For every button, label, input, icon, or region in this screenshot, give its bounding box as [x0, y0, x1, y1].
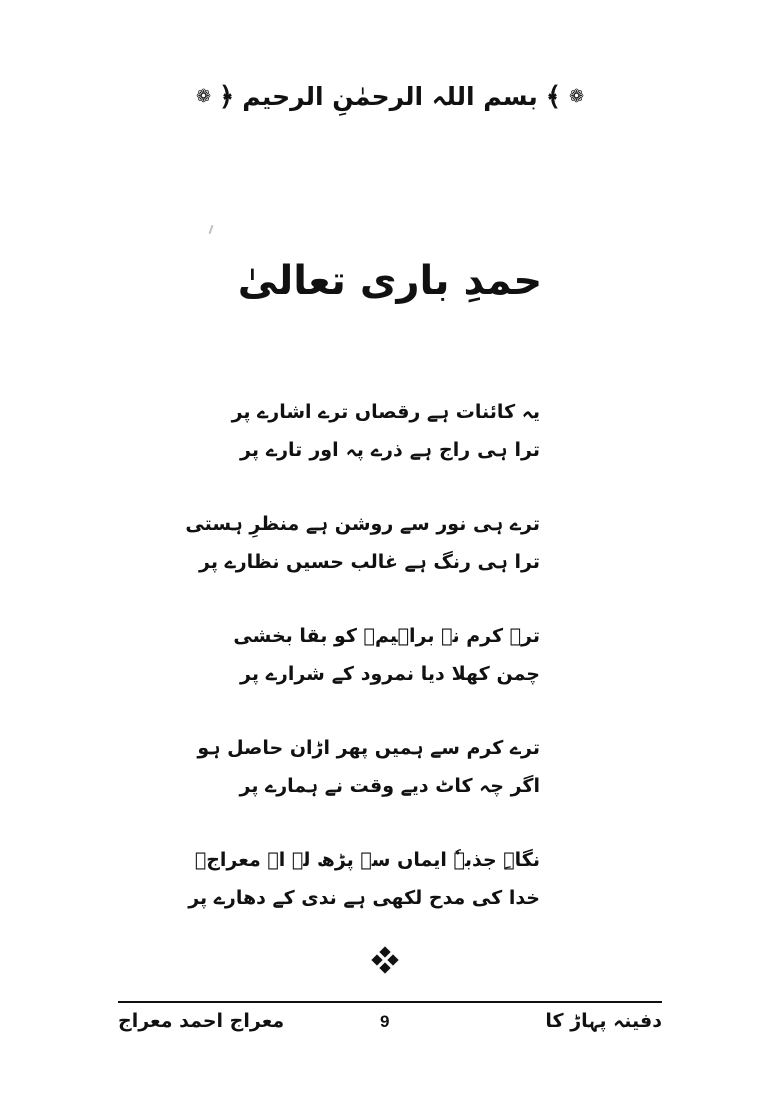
bismillah-header: [0, 82, 780, 111]
verse-line: ترا ہی رنگ ہے غالب حسیں نظارے پر: [199, 551, 540, 573]
verse-line: ترے ہی نور سے روشن ہے منظرِ ہستی: [185, 513, 540, 535]
stanza: [188, 841, 540, 917]
footer-divider: [118, 1001, 662, 1003]
verse-line: نگاہِ جذبہٗ ایماں سے پڑھ لے اے معراجؔ: [194, 849, 540, 871]
verse-line: یہ کائنات ہے رقصاں ترے اشارے پر: [231, 401, 540, 423]
bismillah-text: بسم اللہ الرحمٰنِ الرحیم: [242, 82, 538, 111]
verse-line: ترے کرم سے ہمیں پھر اڑان حاصل ہو: [197, 737, 540, 759]
page-title: حمدِ باری تعالیٰ: [237, 258, 543, 304]
footer-author: معراج احمد معراج: [118, 1010, 285, 1032]
ornate-bracket-open-icon: ﴾: [545, 81, 561, 112]
four-diamond-ornament-icon: [371, 946, 399, 974]
page-number: 9: [380, 1012, 390, 1031]
flower-ornament-icon: ❁: [568, 85, 585, 107]
stanza: [231, 393, 540, 469]
verse-line: ترے کرم نے براہیمؑ کو بقا بخشی: [233, 625, 540, 647]
stanza: [233, 617, 540, 693]
verse-line: خدا کی مدح لکھی ہے ندی کے دھارے پر: [188, 887, 540, 909]
verse-line: اگر چہ کاٹ دیے وقت نے ہمارے پر: [239, 775, 540, 797]
flower-ornament-icon: ❁: [195, 85, 212, 107]
stanza: [185, 505, 540, 581]
footer-book-title: دفینہ پہاڑ کا: [545, 1010, 662, 1032]
ornate-bracket-close-icon: ﴿: [219, 81, 235, 112]
stanza: [197, 729, 540, 805]
scan-artifact-mark: [209, 225, 214, 234]
verse-line: ترا ہی راج ہے ذرے پہ اور تارے پر: [240, 439, 540, 461]
poem: [185, 393, 540, 953]
page-footer: [118, 1010, 662, 1040]
verse-line: چمن کھلا دیا نمرود کے شرارے پر: [240, 663, 540, 685]
